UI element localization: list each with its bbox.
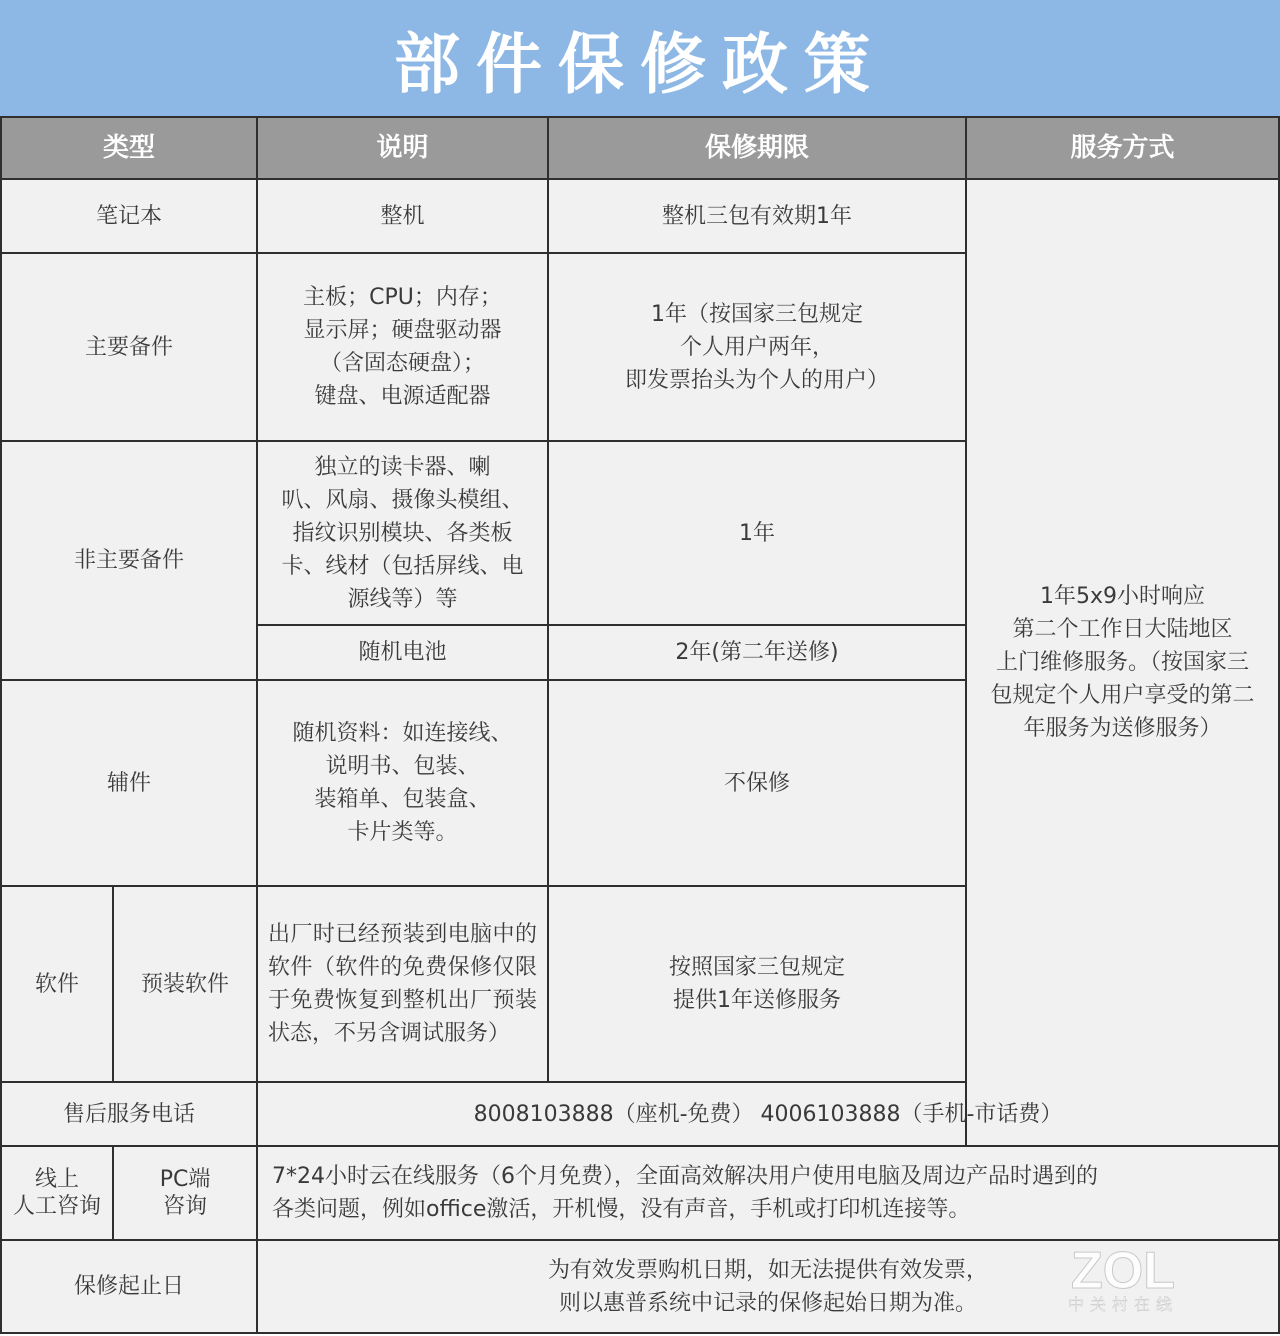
hotline-value: 8008103888（座机-免费） 4006103888（手机-市话费） bbox=[257, 1082, 1279, 1146]
battery-period: 2年(第二年送修) bbox=[548, 625, 966, 680]
page-title: 部件保修政策 bbox=[394, 25, 886, 103]
header-type: 类型 bbox=[1, 117, 257, 179]
notebook-description: 整机 bbox=[257, 179, 548, 253]
notebook-period: 整机三包有效期1年 bbox=[548, 179, 966, 253]
watermark-logo-text: ZOL bbox=[1071, 1242, 1175, 1300]
table-row-warranty-start bbox=[1, 1240, 1279, 1333]
accessories-description: 随机资料：如连接线、 说明书、包装、 装箱单、包装盒、 卡片类等。 bbox=[257, 680, 548, 886]
hotline-label: 售后服务电话 bbox=[1, 1082, 257, 1146]
table-row-online bbox=[1, 1146, 1279, 1240]
watermark-tagline: 中关村在线 bbox=[1067, 1295, 1179, 1314]
non-main-parts-period: 1年 bbox=[548, 441, 966, 625]
software-subtype: 预装软件 bbox=[113, 886, 257, 1082]
table-row-hotline bbox=[1, 1082, 1279, 1146]
main-parts-description: 主板；CPU；内存； 显示屏；硬盘驱动器 （含固态硬盘）； 键盘、电源适配器 bbox=[257, 253, 548, 441]
online-label: 线上 人工咨询 bbox=[1, 1146, 113, 1240]
software-description: 出厂时已经预装到电脑中的软件（软件的免费保修仅限于免费恢复到整机出厂预装状态，不另含调试服务） bbox=[257, 886, 548, 1082]
service-method: 1年5x9小时响应 第二个工作日大陆地区 上门维修服务。（按国家三 包规定个人用户享受的第二 年服务为送修服务） bbox=[966, 179, 1279, 1146]
online-value: 7*24小时云在线服务（6个月免费），全面高效解决用户使用电脑及周边产品时遇到的 各类问题，例如office激活，开机慢，没有声音，手机或打印机连接等。 bbox=[257, 1146, 1279, 1240]
software-type: 软件 bbox=[1, 886, 113, 1082]
software-period: 按照国家三包规定 提供1年送修服务 bbox=[548, 886, 966, 1082]
main-parts-type: 主要备件 bbox=[1, 253, 257, 441]
main-parts-period: 1年（按国家三包规定 个人用户两年， 即发票抬头为个人的用户） bbox=[548, 253, 966, 441]
warranty-start-label: 保修起止日 bbox=[1, 1240, 257, 1333]
battery-description: 随机电池 bbox=[257, 625, 548, 680]
notebook-type: 笔记本 bbox=[1, 179, 257, 253]
table-header-row bbox=[1, 117, 1279, 179]
non-main-parts-description: 独立的读卡器、喇 叭、风扇、摄像头模组、 指纹识别模块、各类板 卡、线材（包括屏线、电 源线等）等 bbox=[257, 441, 548, 625]
warranty-start-value: 为有效发票购机日期，如无法提供有效发票， 则以惠普系统中记录的保修起始日期为准。 bbox=[257, 1240, 1279, 1333]
online-sublabel: PC端 咨询 bbox=[113, 1146, 257, 1240]
accessories-period: 不保修 bbox=[548, 680, 966, 886]
non-main-parts-type: 非主要备件 bbox=[1, 441, 257, 680]
warranty-policy-table bbox=[0, 116, 1280, 1334]
table-row-notebook bbox=[1, 179, 1279, 253]
header-period: 保修期限 bbox=[548, 117, 966, 179]
header-service: 服务方式 bbox=[966, 117, 1279, 179]
title-banner bbox=[0, 0, 1280, 116]
accessories-type: 辅件 bbox=[1, 680, 257, 886]
header-description: 说明 bbox=[257, 117, 548, 179]
